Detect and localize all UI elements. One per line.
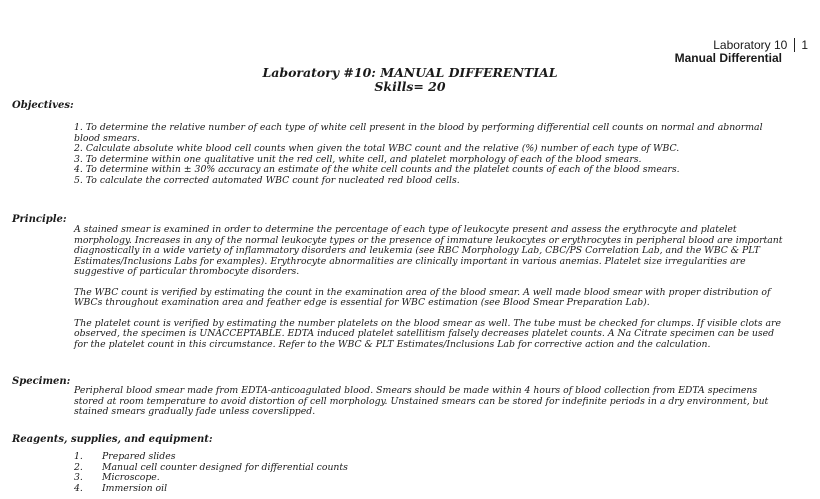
principle-body	[74, 225, 784, 350]
header-lab-name: Manual Differential	[674, 51, 782, 65]
list-item-number: 3.	[74, 472, 83, 483]
list-item-number: 2.	[74, 461, 83, 473]
principle-paragraph: The WBC count is verified by estimating the count in the examination area of the blood smear. A well made blood smear with proper distribution of WBCs throughout examination area and feather edge is essential for WBC estimation (see Blood Smear Preparation Lab).	[74, 286, 771, 308]
list-item	[74, 452, 348, 463]
page-number: 1	[801, 38, 808, 52]
objective-item: 5. To calculate the corrected automated WBC count for nucleated red blood cells.	[74, 174, 460, 186]
reagents-list	[74, 452, 348, 494]
principle-heading: Principle:	[12, 214, 67, 225]
page-header	[675, 38, 808, 64]
header-separator	[794, 38, 795, 52]
specimen-heading: Specimen:	[12, 376, 71, 387]
list-item-text: Manual cell counter designed for differential counts	[102, 461, 348, 473]
list-item-text: Immersion oil	[102, 482, 168, 494]
list-item-text: Prepared slides	[102, 451, 176, 462]
header-lab-number: Laboratory 10	[713, 38, 788, 52]
reagents-heading: Reagents, supplies, and equipment:	[12, 434, 213, 445]
objective-item: 3. To determine within one qualitative unit the red cell, white cell, and platelet morphology of each of the blood smears.	[74, 153, 642, 165]
objectives-list	[74, 123, 784, 186]
title-line-1: Laboratory #10: MANUAL DIFFERENTIAL	[262, 65, 558, 80]
specimen-text: Peripheral blood smear made from EDTA-anticoagulated blood. Smears should be made within 4 hours of blood collection from EDTA specimens stored at room temperature to avoid distortion of cell morphology. Unstained smears can be stored for indefinite periods in a dry environment, but stained smears gradually fade unless coverslipped.	[74, 385, 769, 417]
list-item-text: Microscope.	[102, 472, 160, 483]
objectives-heading: Objectives:	[12, 100, 74, 111]
list-item	[74, 473, 348, 484]
objective-item: 4. To determine within ± 30% accuracy an estimate of the white cell counts and the platelet counts of each of the blood smears.	[74, 164, 680, 175]
document-title	[0, 66, 820, 94]
objective-item: 2. Calculate absolute white blood cell counts when given the total WBC count and the relative (%) number of each type of WBC.	[74, 143, 680, 154]
title-line-2: Skills= 20	[374, 79, 446, 94]
principle-paragraph: The platelet count is verified by estimating the number platelets on the blood smear as well. The tube must be checked for clumps. If visible clots are observed, the specimen is UNACCEPTABLE. EDTA induced platelet satellitism falsely decreases platelet counts. A Na Citrate specimen can be used for the platelet count in this circumstance. Refer to the WBC & PLT Estimates/Inclusions Lab for corrective action and the calculation.	[74, 317, 781, 350]
list-item-number: 1.	[74, 451, 83, 462]
principle-paragraph: A stained smear is examined in order to determine the percentage of each type of leukocyte present and assess the erythrocyte and platelet morphology. Increases in any of the normal leukocyte types or the presence of immature leukocytes or erythrocytes in peripheral blood are important diagnostically in a wide variety of inflammatory disorders and leukemia (see RBC Morphology Lab, CBC/PS Correlation Lab, and the WBC & PLT Estimates/Inclusions Labs for examples). Erythrocyte abnormalities are clinically important in various anemias. Platelet size irregularities are suggestive of particular thrombocyte disorders.	[74, 224, 783, 277]
list-item-number: 4.	[74, 482, 83, 494]
objective-item: 1. To determine the relative number of each type of white cell present in the blood by performing differential cell counts on normal and abnormal blood smears.	[74, 122, 763, 144]
list-item	[74, 484, 348, 495]
specimen-body	[74, 386, 784, 418]
